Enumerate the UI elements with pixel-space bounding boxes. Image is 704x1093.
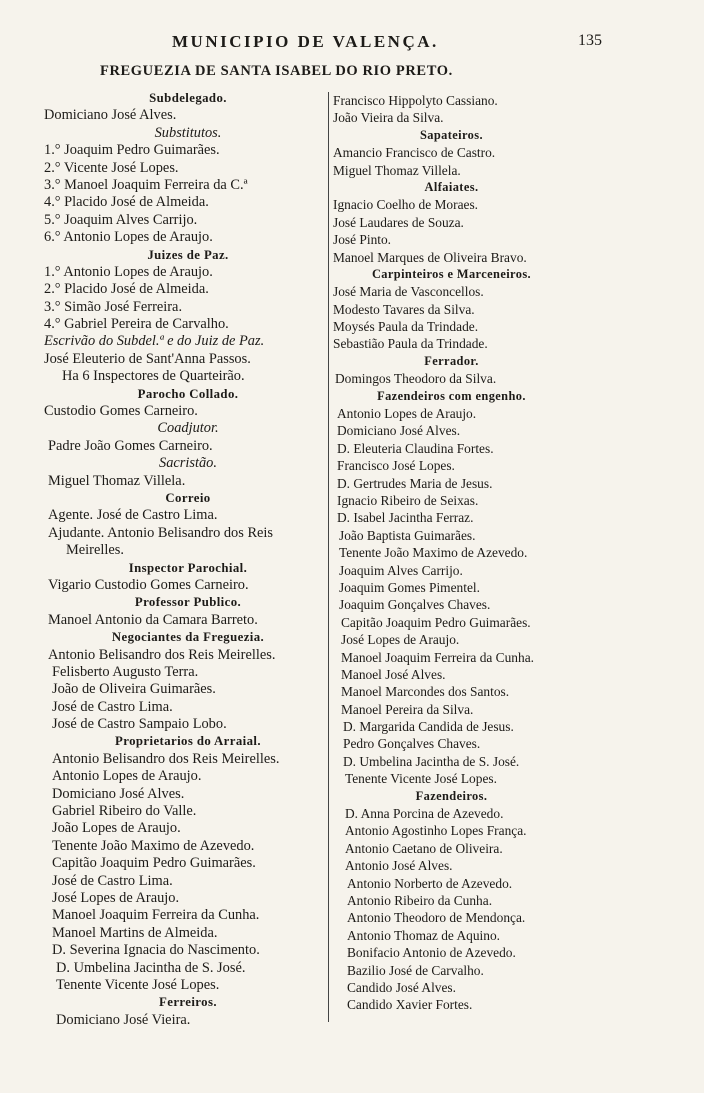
entry-line: José Lopes de Araujo.	[52, 889, 180, 906]
entry-line: Antonio Belisandro dos Reis Meirelles.	[48, 646, 276, 663]
entry-line: Felisberto Augusto Terra.	[52, 663, 199, 680]
entry-line: Antonio Ribeiro da Cunha.	[347, 892, 493, 908]
section-heading: Correio	[165, 490, 211, 505]
entry-line: D. Umbelina Jacintha de S. José.	[56, 959, 246, 976]
section-heading: Ferreiros.	[159, 995, 217, 1010]
section-subheading: Sacristão.	[159, 455, 217, 472]
entry-line: Tenente João Maximo de Azevedo.	[339, 545, 528, 561]
entry-line: José Laudares de Souza.	[333, 214, 464, 230]
entry-line: D. Isabel Jacintha Ferraz.	[337, 510, 474, 526]
entry-line: Joaquim Gomes Pimentel.	[339, 579, 480, 595]
entry-line: José Maria de Vasconcellos.	[333, 284, 484, 300]
entry-line: Antonio Lopes de Araujo.	[337, 406, 477, 422]
entry-line: Pedro Gonçalves Chaves.	[343, 736, 481, 752]
entry-line: D. Gertrudes Maria de Jesus.	[337, 475, 493, 491]
entry-line: Miguel Thomaz Villela.	[48, 472, 186, 489]
entry-line: Domingos Theodoro da Silva.	[335, 371, 497, 387]
entry-line: José Lopes de Araujo.	[341, 632, 460, 648]
entry-line: Ajudante. Antonio Belisandro dos Reis	[48, 524, 274, 541]
entry-line: 2.° Vicente José Lopes.	[44, 159, 179, 176]
section-subheading: Coadjutor.	[157, 420, 219, 437]
entry-line: 3.° Manoel Joaquim Ferreira da C.ª	[44, 176, 248, 193]
section-heading: Fazendeiros com engenho.	[377, 388, 526, 403]
section-heading: Carpinteiros e Marceneiros.	[371, 266, 532, 281]
entry-line: Tenente Vicente José Lopes.	[345, 771, 497, 787]
entry-line: Domiciano José Vieira.	[56, 1011, 191, 1028]
section-heading: Sapateiros.	[419, 127, 484, 142]
page-header	[0, 32, 704, 56]
entry-line: 2.° Placido José de Almeida.	[44, 281, 209, 298]
entry-line: Vigario Custodio Gomes Carneiro.	[48, 576, 249, 593]
entry-line: João de Oliveira Guimarães.	[52, 681, 216, 698]
entry-line: Bazilio José de Carvalho.	[347, 962, 484, 978]
section-heading: Professor Publico.	[134, 595, 242, 610]
entry-line: 4.° Gabriel Pereira de Carvalho.	[44, 316, 229, 333]
section-heading: Fazendeiros.	[415, 788, 488, 803]
entry-line: Agente. José de Castro Lima.	[48, 507, 218, 524]
entry-line: Sebastião Paula da Trindade.	[333, 336, 488, 352]
section-heading: Subdelegado.	[149, 91, 227, 105]
entry-line: Amancio Francisco de Castro.	[333, 145, 496, 161]
page-number: 135	[578, 32, 602, 49]
entry-line: Manoel Joaquim Ferreira da Cunha.	[341, 649, 534, 665]
entry-line: Padre João Gomes Carneiro.	[48, 437, 213, 454]
entry-line: D. Umbelina Jacintha de S. José.	[343, 753, 520, 769]
entry-line: José de Castro Lima.	[52, 872, 173, 889]
entry-line: Candido Xavier Fortes.	[347, 997, 473, 1013]
section-heading: Negociantes da Freguezia.	[111, 630, 265, 645]
entry-line: Modesto Tavares da Silva.	[333, 301, 475, 317]
entry-line: Joaquim Gonçalves Chaves.	[339, 597, 491, 613]
entry-line: 1.° Antonio Lopes de Araujo.	[44, 263, 213, 280]
entry-line: 6.° Antonio Lopes de Araujo.	[44, 229, 213, 246]
entry-line: Antonio Agostinho Lopes França.	[345, 823, 527, 839]
entry-line: Antonio Thomaz de Aquino.	[347, 927, 500, 943]
entry-line: Manoel Pereira da Silva.	[341, 701, 474, 717]
entry-line: Capitão Joaquim Pedro Guimarães.	[52, 855, 256, 872]
entry-line: Meirelles.	[66, 542, 124, 559]
entry-line: José de Castro Sampaio Lobo.	[52, 716, 227, 733]
left-column	[44, 90, 332, 1029]
section-heading: Parocho Collado.	[137, 386, 239, 401]
entry-line: Manoel Marques de Oliveira Bravo.	[333, 249, 527, 265]
entry-line: Manoel Antonio da Camara Barreto.	[48, 611, 258, 628]
entry-line: José Pinto.	[333, 232, 392, 248]
entry-line: Gabriel Ribeiro do Valle.	[52, 803, 197, 820]
entry-line: João Lopes de Araujo.	[52, 820, 181, 837]
entry-line: Tenente Vicente José Lopes.	[56, 976, 220, 993]
entry-line: Antonio Belisandro dos Reis Meirelles.	[52, 750, 280, 767]
section-heading: Alfaiates.	[424, 179, 479, 194]
entry-line: Capitão Joaquim Pedro Guimarães.	[341, 614, 531, 630]
parish-title: FREGUEZIA DE SANTA ISABEL DO RIO PRETO.	[100, 63, 453, 79]
entry-line: Escrivão do Subdel.ª e do Juiz de Paz.	[44, 333, 265, 350]
entry-line: 4.° Placido José de Almeida.	[44, 194, 209, 211]
entry-line: Miguel Thomaz Villela.	[333, 162, 461, 178]
entry-line: D. Severina Ignacia do Nascimento.	[52, 942, 260, 959]
entry-line: Custodio Gomes Carneiro.	[44, 403, 198, 420]
entry-line: Manoel Martins de Almeida.	[52, 924, 218, 941]
entry-line: Antonio Lopes de Araujo.	[52, 768, 202, 785]
entry-line: Domiciano José Alves.	[52, 785, 185, 802]
entry-line: Ignacio Ribeiro de Seixas.	[337, 492, 479, 508]
entry-line: Ignacio Coelho de Moraes.	[333, 197, 479, 213]
entry-line: Antonio Caetano de Oliveira.	[345, 840, 503, 856]
section-heading: Inspector Parochial.	[128, 560, 248, 575]
entry-line: D. Anna Porcina de Azevedo.	[345, 806, 504, 822]
entry-line: Antonio Theodoro de Mendonça.	[347, 910, 526, 926]
entry-line: Joaquim Alves Carrijo.	[339, 562, 463, 578]
entry-line: Francisco Hippolyto Cassiano.	[333, 93, 498, 108]
section-heading: Ferrador.	[424, 353, 479, 368]
entry-line: D. Margarida Candida de Jesus.	[343, 719, 514, 735]
entry-line: Moysés Paula da Trindade.	[333, 319, 479, 335]
entry-line: Manoel José Alves.	[341, 666, 446, 682]
section-subheading: Substitutos.	[154, 124, 222, 141]
entry-line: Antonio José Alves.	[345, 858, 453, 874]
entry-line: João Baptista Guimarães.	[339, 527, 476, 543]
right-column	[328, 92, 574, 1022]
entry-line: Ha 6 Inspectores de Quarteirão.	[62, 368, 245, 385]
entry-line: José de Castro Lima.	[52, 698, 173, 715]
header-title: MUNICIPIO DE VALENÇA.	[172, 32, 439, 51]
entry-line: 1.° Joaquim Pedro Guimarães.	[44, 142, 220, 159]
entry-line: Antonio Norberto de Azevedo.	[347, 875, 513, 891]
entry-line: Francisco José Lopes.	[337, 458, 455, 474]
section-heading: Juizes de Paz.	[147, 247, 229, 262]
entry-line: Tenente João Maximo de Azevedo.	[52, 837, 255, 854]
entry-line: Domiciano José Alves.	[44, 107, 177, 124]
entry-line: Candido José Alves.	[347, 979, 456, 995]
entry-line: Manoel Joaquim Ferreira da Cunha.	[52, 907, 260, 924]
entry-line: D. Eleuteria Claudina Fortes.	[337, 440, 494, 456]
entry-line: 5.° Joaquim Alves Carrijo.	[44, 211, 198, 228]
entry-line: Manoel Marcondes dos Santos.	[341, 684, 510, 700]
entry-line: Bonifacio Antonio de Azevedo.	[347, 945, 516, 961]
entry-line: João Vieira da Silva.	[333, 110, 444, 126]
entry-line: José Eleuterio de Sant'Anna Passos.	[44, 350, 251, 367]
entry-line: Domiciano José Alves.	[337, 423, 461, 439]
section-heading: Proprietarios do Arraial.	[115, 734, 261, 749]
entry-line: 3.° Simão José Ferreira.	[44, 298, 183, 315]
